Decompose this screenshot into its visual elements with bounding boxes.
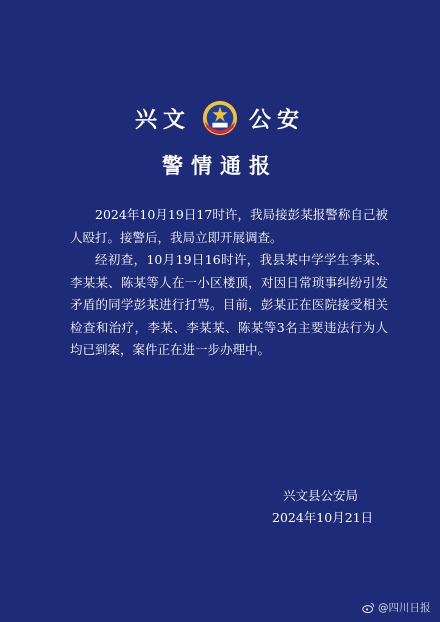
notice-header <box>0 96 440 180</box>
org-name-right: 公安 <box>249 106 306 133</box>
signature-org: 兴文县公安局 <box>283 488 359 503</box>
notice-body <box>70 204 388 362</box>
paragraph-1: 2024年10月19日17时许，我局接彭某报警称自己被人殴打。接警后，我局立即开展调查。 <box>70 207 388 245</box>
weibo-icon <box>362 601 375 614</box>
watermark-text: @四川日报 <box>378 602 431 614</box>
signature-date: 2024年10月21日 <box>272 510 374 525</box>
org-name-left: 兴文 <box>134 106 191 133</box>
org-row <box>0 96 440 140</box>
police-emblem-icon <box>201 99 239 137</box>
paragraph-2: 经初查，10月19日16时许，我县某中学学生李某、李某某、陈某等人在一小区楼顶，对因日常琐事纠纷引发矛盾的同学彭某进行打骂。目前，彭某正在医院接受相关检查和治疗，李某、李某某、陈某等3名主要违法行为人均已到案，案件正在进一步办理中。 <box>70 252 388 357</box>
weibo-watermark <box>362 600 431 615</box>
notice-title: 警情通报 <box>162 153 278 178</box>
